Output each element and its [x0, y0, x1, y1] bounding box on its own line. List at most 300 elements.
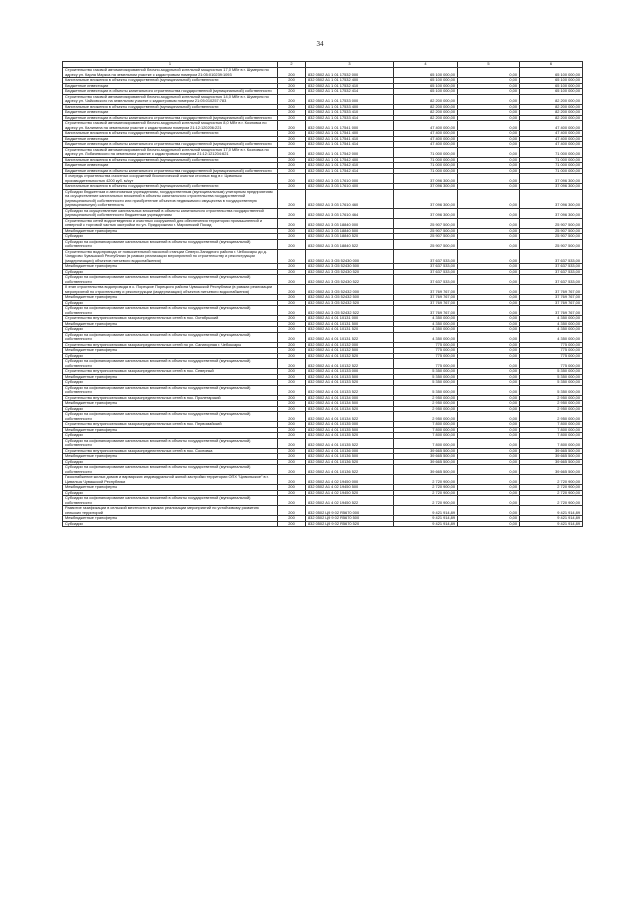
row-kvr: 200 [278, 142, 306, 148]
row-name: Строительство газовой автоматизированной блочно-модульной котельной мощностью 17,0 МВт в г. Шумерля по адресу ул. Карла Маркса на земельном участке с кадастровым номером 21:05:010239:1093 [63, 68, 278, 78]
row-kvr: 200 [278, 68, 306, 78]
row-total: 2 720 900,00 [520, 475, 583, 485]
row-kvr: 200 [278, 401, 306, 407]
row-amount: 37 769 767,00 [394, 306, 458, 316]
row-kvr: 200 [278, 490, 306, 496]
row-change: 0,00 [458, 208, 520, 218]
row-amount: 37 096 300,00 [394, 174, 458, 184]
row-kvr: 200 [278, 189, 306, 208]
row-kvr: 200 [278, 234, 306, 240]
row-name: Субсидии на софинансирование капитальных вложений в объекты государственной (муниципальной) собственности [63, 385, 278, 395]
row-change: 0,00 [458, 327, 520, 333]
row-kvr: 200 [278, 110, 306, 116]
row-kvr: 200 [278, 218, 306, 228]
row-kvr: 200 [278, 454, 306, 460]
row-name: Бюджетные инвестиции [63, 136, 278, 142]
row-name: Субсидии [63, 433, 278, 439]
row-total: 9 421 914,89 [520, 516, 583, 522]
row-amount: 71 000 000,00 [394, 147, 458, 157]
row-total: 4 350 000,00 [520, 327, 583, 333]
row-amount: 25 907 500,00 [394, 218, 458, 228]
row-code: 832 0502 Ц9 9 02 R5670 500 [306, 516, 394, 522]
column-header: 5 [458, 62, 520, 68]
row-kvr: 200 [278, 506, 306, 516]
row-name: Межбюджетные трансферты [63, 264, 278, 270]
row-change: 0,00 [458, 348, 520, 354]
row-name: Капитальные вложения в объекты государственной (муниципальной) собственности [63, 78, 278, 84]
row-name: Межбюджетные трансферты [63, 427, 278, 433]
row-total: 47 400 000,00 [520, 142, 583, 148]
table-row [63, 306, 583, 316]
row-amount: 5 350 000,00 [394, 369, 458, 375]
row-amount: 47 400 000,00 [394, 142, 458, 148]
row-code: 832 0502 А1 1 01 17533 000 [306, 94, 394, 104]
row-code: 832 0502 А1 1 01 17542 400 [306, 157, 394, 163]
row-code: 832 0502 А1 3 G5 52432 522 [306, 306, 394, 316]
row-total: 4 350 000,00 [520, 321, 583, 327]
row-name: Строительство внутрипоселковых газораспределительных сетей в пос. Сосновка [63, 448, 278, 454]
row-change: 0,00 [458, 89, 520, 95]
row-code: 832 0502 А1 4 02 19450 522 [306, 496, 394, 506]
row-change: 0,00 [458, 239, 520, 249]
row-amount: 2 720 900,00 [394, 485, 458, 491]
row-amount: 775 000,00 [394, 348, 458, 354]
column-header: 1 [63, 62, 278, 68]
table-row [63, 275, 583, 285]
row-name: Субсидии [63, 490, 278, 496]
row-amount: 65 100 000,00 [394, 83, 458, 89]
row-amount: 37 769 767,00 [394, 300, 458, 306]
row-code: 832 0502 А1 1 01 17542 000 [306, 147, 394, 157]
row-change: 0,00 [458, 189, 520, 208]
row-total: 7 800 000,00 [520, 433, 583, 439]
row-name: II очередь строительства очистных сооружений биологической очистки сточных вод в г. Цивильск производительностью 4200 куб. м/сут [63, 174, 278, 184]
row-code: 832 0502 А1 4 01 10135 500 [306, 427, 394, 433]
row-amount: 9 421 914,89 [394, 506, 458, 516]
row-code: 832 0502 А1 4 01 10132 500 [306, 348, 394, 354]
row-total: 71 000 000,00 [520, 157, 583, 163]
row-name: Субсидии [63, 521, 278, 527]
row-total: 71 000 000,00 [520, 163, 583, 169]
row-total: 47 400 000,00 [520, 121, 583, 131]
row-name: Межбюджетные трансферты [63, 348, 278, 354]
row-code: 832 0502 А1 4 01 10133 522 [306, 385, 394, 395]
row-code: 832 0502 А1 4 01 10134 000 [306, 395, 394, 401]
row-total: 37 637 533,00 [520, 269, 583, 275]
row-amount: 65 100 000,00 [394, 68, 458, 78]
budget-table [62, 61, 583, 527]
row-name: Субсидии [63, 353, 278, 359]
row-kvr: 200 [278, 353, 306, 359]
row-total: 39 665 500,00 [520, 448, 583, 454]
row-kvr: 200 [278, 412, 306, 422]
row-kvr: 200 [278, 249, 306, 264]
row-name: Межбюджетные трансферты [63, 485, 278, 491]
row-total: 2 720 900,00 [520, 496, 583, 506]
row-amount: 39 665 500,00 [394, 454, 458, 460]
row-total: 37 096 300,00 [520, 189, 583, 208]
row-total: 5 350 000,00 [520, 380, 583, 386]
row-kvr: 200 [278, 475, 306, 485]
row-kvr: 200 [278, 104, 306, 110]
row-name: Субсидии на софинансирование капитальных вложений в объекты государственной (муниципальной) собственности [63, 412, 278, 422]
row-code: 832 0502 А1 3 G5 52430 500 [306, 264, 394, 270]
row-total: 2 720 900,00 [520, 485, 583, 491]
row-code: 832 0502 А1 4 01 10133 520 [306, 380, 394, 386]
table-row [63, 285, 583, 295]
row-kvr: 200 [278, 374, 306, 380]
row-kvr: 200 [278, 448, 306, 454]
row-change: 0,00 [458, 490, 520, 496]
row-total: 37 096 300,00 [520, 184, 583, 190]
row-total: 37 769 767,00 [520, 285, 583, 295]
row-total: 37 637 533,00 [520, 275, 583, 285]
row-code: 832 0502 А1 1 01 17542 414 [306, 168, 394, 174]
row-change: 0,00 [458, 121, 520, 131]
row-code: 832 0502 А1 4 02 19450 520 [306, 490, 394, 496]
row-code: 832 0502 А1 4 01 10136 000 [306, 448, 394, 454]
row-amount: 7 800 000,00 [394, 438, 458, 448]
page-number: 34 [316, 40, 324, 48]
row-change: 0,00 [458, 264, 520, 270]
row-code: 832 0502 А1 3 G5 52432 520 [306, 300, 394, 306]
row-amount: 71 000 000,00 [394, 157, 458, 163]
row-name: Субсидии на софинансирование капитальных вложений в объекты государственной (муниципальной) собственности [63, 438, 278, 448]
row-name: Строительство внутрипоселковых газораспределительных сетей по ул. Санаторная г. Чебоксары [63, 342, 278, 348]
row-name: Строительство сетей водоотведения и очистных сооружений для обеспечения территории промышленной и северной с торговой частью застройки по ул. Придорожная г. Мариинский Посад [63, 218, 278, 228]
row-change: 0,00 [458, 385, 520, 395]
row-total: 25 907 500,00 [520, 218, 583, 228]
row-amount: 39 665 500,00 [394, 459, 458, 465]
row-code: 832 0502 А1 4 01 10134 522 [306, 412, 394, 422]
row-name: Развитие газификации в сельской местности в рамках реализации мероприятий по устойчивому развитию сельских территорий [63, 506, 278, 516]
row-change: 0,00 [458, 459, 520, 465]
row-change: 0,00 [458, 506, 520, 516]
column-header: 6 [520, 62, 583, 68]
row-code: 832 0502 А1 3 03 18840 520 [306, 234, 394, 240]
table-row [63, 174, 583, 184]
row-total: 5 350 000,00 [520, 374, 583, 380]
row-change: 0,00 [458, 454, 520, 460]
row-code: 832 0502 А1 3 G5 52430 000 [306, 249, 394, 264]
row-kvr: 200 [278, 465, 306, 475]
row-change: 0,00 [458, 332, 520, 342]
row-amount: 37 637 533,00 [394, 275, 458, 285]
row-name: Бюджетные инвестиции [63, 110, 278, 116]
row-total: 39 665 500,00 [520, 454, 583, 460]
row-name: Субсидии [63, 234, 278, 240]
row-total: 65 100 000,00 [520, 68, 583, 78]
row-kvr: 200 [278, 131, 306, 137]
row-total: 39 665 500,00 [520, 459, 583, 465]
row-kvr: 200 [278, 168, 306, 174]
row-change: 0,00 [458, 380, 520, 386]
row-change: 0,00 [458, 401, 520, 407]
row-kvr: 200 [278, 427, 306, 433]
row-kvr: 200 [278, 385, 306, 395]
row-total: 775 000,00 [520, 348, 583, 354]
row-amount: 9 421 914,89 [394, 516, 458, 522]
row-total: 7 800 000,00 [520, 438, 583, 448]
row-amount: 4 350 000,00 [394, 321, 458, 327]
row-change: 0,00 [458, 465, 520, 475]
row-name: Капитальные вложения в объекты государственной (муниципальной) собственности [63, 157, 278, 163]
row-total: 65 100 000,00 [520, 89, 583, 95]
row-kvr: 200 [278, 348, 306, 354]
row-name: Межбюджетные трансферты [63, 401, 278, 407]
row-total: 4 350 000,00 [520, 332, 583, 342]
row-total: 37 637 533,00 [520, 249, 583, 264]
row-kvr: 200 [278, 208, 306, 218]
row-kvr: 200 [278, 83, 306, 89]
row-change: 0,00 [458, 359, 520, 369]
row-code: 832 0502 А1 3 03 17610 400 [306, 184, 394, 190]
row-change: 0,00 [458, 374, 520, 380]
table-row [63, 521, 583, 527]
row-kvr: 200 [278, 115, 306, 121]
row-amount: 2 950 000,00 [394, 395, 458, 401]
row-kvr: 200 [278, 269, 306, 275]
table-row [63, 385, 583, 395]
row-name: Межбюджетные трансферты [63, 321, 278, 327]
row-code: 832 0502 А1 1 01 17533 410 [306, 110, 394, 116]
row-change: 0,00 [458, 295, 520, 301]
row-total: 65 100 000,00 [520, 78, 583, 84]
row-kvr: 200 [278, 316, 306, 322]
row-amount: 65 100 000,00 [394, 89, 458, 95]
row-name: II этап строительства водопровода в с. Порецкое Порецкого района Чувашской Республики (в рамках реализации мероприятий по строительству и реконструкции (модернизации) объектов питьевого водоснабжения) [63, 285, 278, 295]
row-name: Строительство внутрипоселковых газораспределительных сетей в пос. Октябрьский [63, 316, 278, 322]
row-amount: 37 769 767,00 [394, 285, 458, 295]
row-name: Субсидии [63, 269, 278, 275]
row-code: 832 0502 А1 4 01 10135 000 [306, 422, 394, 428]
row-code: 832 0502 А1 4 02 19450 500 [306, 485, 394, 491]
table-row [63, 249, 583, 264]
row-code: 832 0502 А1 3 03 17610 464 [306, 208, 394, 218]
row-amount: 7 800 000,00 [394, 427, 458, 433]
row-change: 0,00 [458, 438, 520, 448]
row-total: 25 907 500,00 [520, 239, 583, 249]
row-kvr: 200 [278, 147, 306, 157]
row-code: 832 0502 А1 4 01 10136 520 [306, 459, 394, 465]
row-amount: 39 665 500,00 [394, 465, 458, 475]
row-amount: 37 637 533,00 [394, 249, 458, 264]
row-change: 0,00 [458, 142, 520, 148]
row-change: 0,00 [458, 94, 520, 104]
row-amount: 71 000 000,00 [394, 168, 458, 174]
row-name: Межбюджетные трансферты [63, 516, 278, 522]
row-total: 2 950 000,00 [520, 395, 583, 401]
row-kvr: 200 [278, 359, 306, 369]
row-amount: 2 720 900,00 [394, 475, 458, 485]
row-kvr: 200 [278, 275, 306, 285]
row-code: 832 0502 А1 3 03 18840 500 [306, 228, 394, 234]
row-kvr: 200 [278, 295, 306, 301]
table-row [63, 475, 583, 485]
row-code: 832 0502 А1 4 01 10133 500 [306, 374, 394, 380]
row-name: Строительство газовой автоматизированной блочно-модульной котельной мощностью 17,0 МВт в г. Козловка по адресу ул. Лобачевского на земельном участке с кадастровым номером 21:12:121204:621 [63, 147, 278, 157]
row-code: 832 0502 А1 3 G5 52432 500 [306, 295, 394, 301]
table-row [63, 359, 583, 369]
row-total: 5 350 000,00 [520, 369, 583, 375]
row-total: 2 720 900,00 [520, 490, 583, 496]
row-kvr: 200 [278, 300, 306, 306]
row-kvr: 200 [278, 136, 306, 142]
row-amount: 775 000,00 [394, 353, 458, 359]
row-name: Субсидии на осуществление капитальных вложений в объекты капитального строительства государственной (муниципальной) собственности бюджетным учреждениям [63, 208, 278, 218]
row-total: 25 907 500,00 [520, 234, 583, 240]
row-change: 0,00 [458, 475, 520, 485]
row-change: 0,00 [458, 136, 520, 142]
row-amount: 4 350 000,00 [394, 316, 458, 322]
row-kvr: 200 [278, 94, 306, 104]
row-change: 0,00 [458, 234, 520, 240]
row-total: 37 637 533,00 [520, 264, 583, 270]
row-name: Межбюджетные трансферты [63, 228, 278, 234]
row-change: 0,00 [458, 395, 520, 401]
row-change: 0,00 [458, 300, 520, 306]
row-kvr: 200 [278, 521, 306, 527]
row-amount: 5 350 000,00 [394, 385, 458, 395]
row-amount: 2 720 900,00 [394, 496, 458, 506]
row-change: 0,00 [458, 184, 520, 190]
row-change: 0,00 [458, 316, 520, 322]
row-kvr: 200 [278, 285, 306, 295]
row-change: 0,00 [458, 427, 520, 433]
row-name: Субсидии на софинансирование капитальных вложений в объекты государственной (муниципальной) собственности [63, 359, 278, 369]
row-kvr: 200 [278, 306, 306, 316]
row-total: 82 200 000,00 [520, 115, 583, 121]
row-total: 4 350 000,00 [520, 316, 583, 322]
row-total: 2 950 000,00 [520, 412, 583, 422]
row-amount: 25 907 500,00 [394, 234, 458, 240]
row-code: 832 0502 А1 3 03 18840 000 [306, 218, 394, 228]
row-name: Строительство внутрипоселковых газораспределительных сетей в пос. Первомайский [63, 422, 278, 428]
row-amount: 37 096 300,00 [394, 184, 458, 190]
table-row [63, 332, 583, 342]
row-name: Субсидии на софинансирование капитальных вложений в объекты государственной (муниципальной) собственности [63, 465, 278, 475]
row-total: 9 421 914,89 [520, 506, 583, 516]
row-amount: 47 400 000,00 [394, 121, 458, 131]
row-kvr: 200 [278, 459, 306, 465]
column-header: 2 [278, 62, 306, 68]
row-total: 9 421 914,89 [520, 521, 583, 527]
row-change: 0,00 [458, 306, 520, 316]
row-total: 37 769 767,00 [520, 306, 583, 316]
row-code: 832 0502 А1 3 03 18840 522 [306, 239, 394, 249]
row-code: 832 0502 А1 4 01 10131 520 [306, 327, 394, 333]
row-name: Субсидии [63, 380, 278, 386]
row-kvr: 200 [278, 89, 306, 95]
row-code: 832 0502 А1 4 01 10131 500 [306, 321, 394, 327]
row-amount: 37 096 300,00 [394, 208, 458, 218]
row-amount: 2 950 000,00 [394, 401, 458, 407]
table-row [63, 121, 583, 131]
row-change: 0,00 [458, 163, 520, 169]
table-row [63, 506, 583, 516]
row-amount: 37 769 767,00 [394, 295, 458, 301]
row-code: 832 0502 А1 1 01 17533 400 [306, 104, 394, 110]
row-name: Строительство внутрипоселковых газораспределительных сетей в пос. Пролетарский [63, 395, 278, 401]
row-name: Бюджетные инвестиции в объекты капитального строительства государственной (муниципальной) собственности [63, 115, 278, 121]
row-amount: 5 350 000,00 [394, 374, 458, 380]
row-total: 775 000,00 [520, 342, 583, 348]
row-name: Субсидии на софинансирование капитальных вложений в объекты государственной (муниципальной) собственности [63, 496, 278, 506]
row-amount: 2 950 000,00 [394, 412, 458, 422]
row-kvr: 200 [278, 228, 306, 234]
row-change: 0,00 [458, 521, 520, 527]
row-name: Бюджетные инвестиции [63, 163, 278, 169]
row-amount: 7 800 000,00 [394, 433, 458, 439]
row-total: 37 096 300,00 [520, 208, 583, 218]
row-kvr: 200 [278, 438, 306, 448]
row-code: 832 0502 Ц9 9 02 R5670 000 [306, 506, 394, 516]
row-code: 832 0502 А1 4 01 10136 522 [306, 465, 394, 475]
row-name: Субсидии на софинансирование капитальных вложений в объекты государственной (муниципальной) собственности [63, 332, 278, 342]
row-code: 832 0502 А1 1 01 17541 414 [306, 142, 394, 148]
table-row [63, 465, 583, 475]
row-amount: 9 421 914,89 [394, 521, 458, 527]
row-name: Строительство газовой автоматизированной блочно-модульной котельной мощностью 14,0 МВт в г. Шумерля по адресу ул. Чайковского на земельном участке с кадастровым номером 21:05:010257:783 [63, 94, 278, 104]
row-total: 37 769 767,00 [520, 300, 583, 306]
table-body [63, 68, 583, 527]
table-row [63, 147, 583, 157]
row-amount: 775 000,00 [394, 342, 458, 348]
row-change: 0,00 [458, 249, 520, 264]
row-code: 832 0502 А1 4 01 10134 520 [306, 406, 394, 412]
row-amount: 82 200 000,00 [394, 94, 458, 104]
row-change: 0,00 [458, 115, 520, 121]
row-code: 832 0502 А1 3 G5 52432 000 [306, 285, 394, 295]
row-name: Строительство газовой автоматизированной блочно-модульной котельной мощностью 8,0 МВт в г. Козловка по адресу ул. Калинина на земельном участке с кадастровым номером 21:12:120206:221 [63, 121, 278, 131]
row-name: Строительство внутрипоселковых газораспределительных сетей в пос. Северный [63, 369, 278, 375]
row-amount: 4 350 000,00 [394, 327, 458, 333]
row-code: 832 0502 А1 1 01 17532 400 [306, 78, 394, 84]
row-kvr: 200 [278, 516, 306, 522]
row-name: Субсидии [63, 300, 278, 306]
table-row [63, 496, 583, 506]
row-kvr: 200 [278, 369, 306, 375]
row-code: 832 0502 А1 4 01 10133 000 [306, 369, 394, 375]
row-kvr: 200 [278, 321, 306, 327]
row-change: 0,00 [458, 369, 520, 375]
row-total: 47 400 000,00 [520, 131, 583, 137]
row-total: 25 907 500,00 [520, 228, 583, 234]
row-code: 832 0502 А1 1 01 17541 400 [306, 131, 394, 137]
row-name: Субсидии [63, 327, 278, 333]
table-row [63, 208, 583, 218]
row-code: 832 0502 А1 3 G5 52430 520 [306, 269, 394, 275]
row-name: Субсидии на софинансирование капитальных вложений в объекты государственной (муниципальной) собственности [63, 306, 278, 316]
row-kvr: 200 [278, 406, 306, 412]
row-amount: 82 200 000,00 [394, 110, 458, 116]
row-amount: 4 350 000,00 [394, 332, 458, 342]
row-code: 832 0502 А1 1 01 17541 000 [306, 121, 394, 131]
row-code: 832 0502 Ц9 9 02 R5670 520 [306, 521, 394, 527]
row-total: 71 000 000,00 [520, 168, 583, 174]
row-code: 832 0502 А1 4 01 10135 520 [306, 433, 394, 439]
row-code: 832 0502 А1 4 02 19450 000 [306, 475, 394, 485]
column-header: 4 [394, 62, 458, 68]
row-name: Межбюджетные трансферты [63, 295, 278, 301]
row-change: 0,00 [458, 168, 520, 174]
row-name: Субсидии [63, 459, 278, 465]
column-header: 3 [306, 62, 394, 68]
row-kvr: 200 [278, 342, 306, 348]
row-amount: 39 665 500,00 [394, 448, 458, 454]
row-total: 82 200 000,00 [520, 94, 583, 104]
row-change: 0,00 [458, 433, 520, 439]
